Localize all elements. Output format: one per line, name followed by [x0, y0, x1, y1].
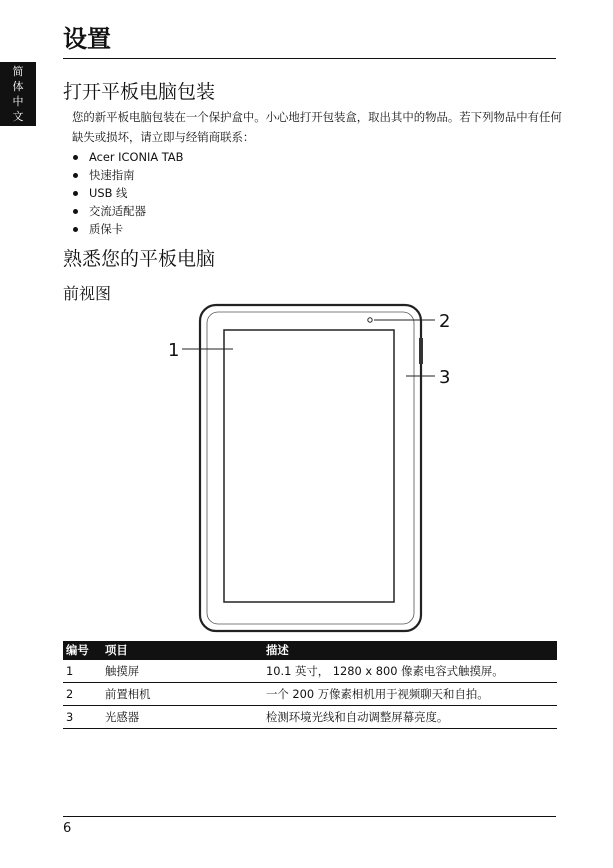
language-tab-char: 体	[12, 80, 24, 93]
list-item: 质保卡	[72, 220, 183, 238]
page-title: 设置	[63, 25, 111, 53]
table-cell-item: 触摸屏	[102, 660, 263, 683]
page-number: 6	[63, 821, 72, 836]
package-contents-list	[72, 148, 183, 238]
front-view-heading: 前视图	[63, 284, 112, 303]
footer-rule	[63, 816, 556, 817]
table-cell-description: 一个 200 万像素相机用于视频聊天和自拍。	[263, 683, 557, 706]
unpack-paragraph: 您的新平板电脑包装在一个保护盒中。小心地打开包装盒，取出其中的物品。若下列物品中有任何缺失或损坏，请立即与经销商联系：	[72, 110, 562, 144]
table-header-item: 项目	[102, 641, 263, 660]
table-cell-description: 检测环境光线和自动调整屏幕亮度。	[263, 706, 557, 729]
list-item: USB 线	[72, 184, 183, 202]
table-row	[63, 706, 557, 729]
tablet-body	[200, 305, 421, 631]
table-header-description: 描述	[263, 641, 557, 660]
table-row	[63, 683, 557, 706]
table-row	[63, 660, 557, 683]
list-item: 快速指南	[72, 166, 183, 184]
table-header-row	[63, 641, 557, 660]
callout-label-3: 3	[439, 367, 451, 388]
component-table	[63, 641, 557, 729]
table-cell-number: 1	[63, 660, 102, 683]
list-item: Acer ICONIA TAB	[72, 148, 183, 166]
language-tab	[0, 62, 36, 126]
tablet-front-view-diagram	[160, 296, 460, 634]
callout-label-2: 2	[439, 311, 451, 332]
table-cell-item: 光感器	[102, 706, 263, 729]
unpack-heading: 打开平板电脑包装	[63, 81, 216, 103]
language-tab-char: 中	[12, 95, 24, 108]
side-button	[419, 338, 423, 364]
callout-label-1: 1	[168, 340, 180, 361]
table-cell-description: 10.1 英寸， 1280 x 800 像素电容式触摸屏。	[263, 660, 557, 683]
table-cell-number: 2	[63, 683, 102, 706]
title-rule	[63, 58, 556, 59]
list-item: 交流适配器	[72, 202, 183, 220]
table-cell-item: 前置相机	[102, 683, 263, 706]
familiar-heading: 熟悉您的平板电脑	[63, 248, 216, 270]
table-cell-number: 3	[63, 706, 102, 729]
language-tab-char: 简	[12, 65, 24, 78]
language-tab-char: 文	[12, 110, 24, 123]
table-header-number: 编号	[63, 641, 102, 660]
